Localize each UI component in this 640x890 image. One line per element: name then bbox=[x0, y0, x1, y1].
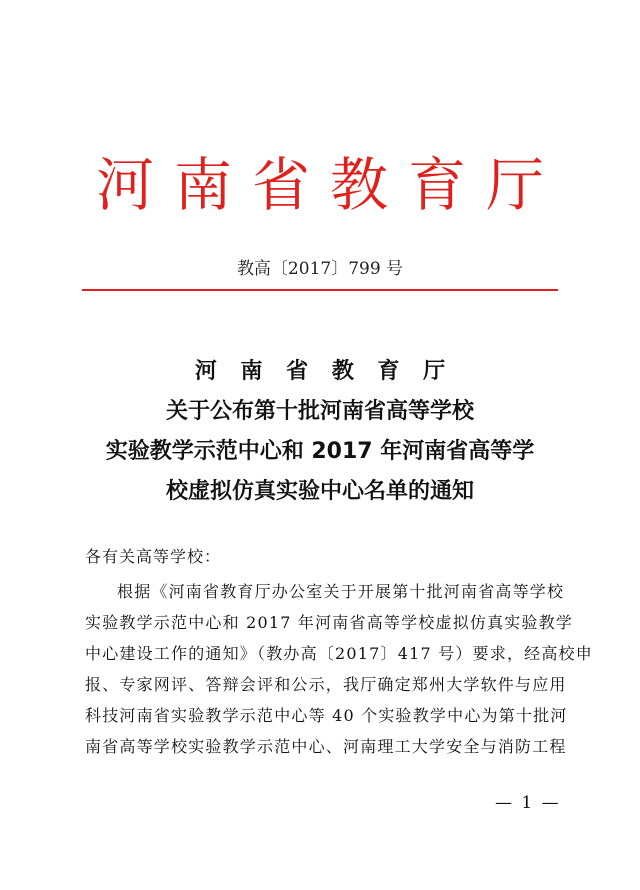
body-line: 根据《河南省教育厅办公室关于开展第十批河南省高等学校 bbox=[117, 582, 565, 601]
page-number: — 1 — bbox=[495, 793, 561, 813]
body-line: 实验教学示范中心和 2017 年河南省高等学校虚拟仿真实验教学 bbox=[85, 613, 574, 632]
body-line: 中心建设工作的通知》（教办高〔2017〕417 号）要求，经高校申 bbox=[85, 644, 593, 663]
body-line: 南省高等学校实验教学示范中心、河南理工大学安全与消防工程 bbox=[85, 737, 567, 756]
title-line: 校虚拟仿真实验中心名单的通知 bbox=[165, 479, 474, 504]
title-line: 河 南 省 教 育 厅 bbox=[194, 359, 454, 384]
body-paragraph bbox=[85, 576, 593, 762]
document-number: 教高〔2017〕799 号 bbox=[236, 259, 404, 279]
body-line: 科技河南省实验教学示范中心等 40 个实验教学中心为第十批河 bbox=[85, 706, 568, 725]
notice-title bbox=[0, 352, 640, 512]
title-line: 关于公布第十批河南省高等学校 bbox=[165, 399, 474, 424]
title-line: 实验教学示范中心和 2017 年河南省高等学 bbox=[105, 439, 535, 464]
salutation: 各有关高等学校： bbox=[85, 547, 222, 566]
red-divider-line bbox=[82, 289, 558, 291]
masthead-title: 河南省教育厅 bbox=[95, 151, 564, 219]
body-line: 报、专家网评、答辩会评和公示，我厅确定郑州大学软件与应用 bbox=[85, 675, 567, 694]
